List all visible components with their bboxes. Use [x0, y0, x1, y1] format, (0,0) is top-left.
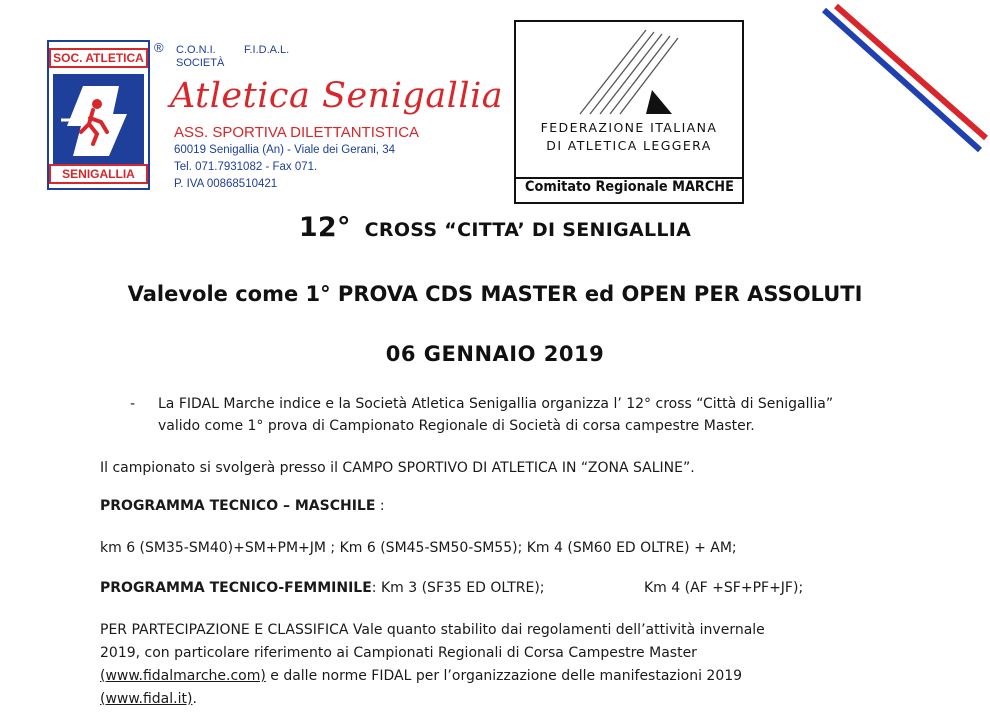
female-program-b: Km 4 (AF +SF+PF+JF);	[644, 580, 804, 596]
registered-mark: ®	[154, 40, 164, 55]
club-phone: Tel. 071.7931082 - Fax 071.	[174, 161, 318, 173]
coni-label	[176, 44, 224, 70]
club-vat: P. IVA 00868510421	[174, 178, 278, 190]
fidal-link[interactable]: (www.fidal.it)	[100, 691, 193, 707]
event-subtitle: Valevole come 1° PROVA CDS MASTER ed OPEN PER ASSOLUTI	[127, 282, 863, 306]
club-address: 60019 Senigallia (An) - Viale dei Gerani, 34	[174, 144, 395, 156]
fidal-committee: Comitato Regionale MARCHE	[525, 179, 734, 195]
rules-line-3	[100, 668, 742, 684]
event-date: 06 GENNAIO 2019	[385, 342, 605, 366]
club-logo	[47, 40, 150, 190]
fidal-emblem-icon	[576, 28, 686, 116]
fidalmarche-link[interactable]: (www.fidalmarche.com)	[100, 668, 266, 684]
male-program: km 6 (SM35-SM40)+SM+PM+JM ; Km 6 (SM45-SM50-SM55); Km 4 (SM60 ED OLTRE) + AM;	[100, 540, 737, 556]
fidal-logo-box	[514, 20, 744, 204]
event-title	[0, 212, 990, 243]
male-program-heading	[100, 498, 385, 514]
logo-bottom-label: SENIGALLIA	[49, 164, 148, 184]
female-heading: PROGRAMMA TECNICO-FEMMINILE	[100, 580, 372, 596]
logo-top-label: SOC. ATLETICA	[49, 48, 148, 68]
fidal-label: F.I.D.A.L.	[244, 44, 290, 56]
edition-number: 12°	[298, 212, 351, 243]
venue-text: Il campionato si svolgerà presso il CAMPO SPORTIVO DI ATLETICA IN “ZONA SALINE”.	[100, 460, 695, 476]
bullet-dash: -	[130, 396, 136, 412]
female-program-a: : Km 3 (SF35 ED OLTRE);	[371, 580, 545, 596]
intro-line-2: valido come 1° prova di Campionato Regionale di Società di corsa campestre Master.	[158, 418, 755, 434]
coni-text: C.O.N.I.	[176, 44, 216, 56]
event-name: CROSS “CITTA’ DI SENIGALLIA	[364, 219, 692, 241]
rules-line-2: 2019, con particolare riferimento ai Campionati Regionali di Corsa Campestre Master	[100, 645, 697, 661]
male-heading: PROGRAMMA TECNICO – MASCHILE	[100, 498, 376, 514]
runner-emblem	[53, 74, 144, 166]
fidal-title-line1: FEDERAZIONE ITALIANA	[540, 120, 718, 135]
female-program-row	[100, 580, 545, 596]
corner-flag-stripes	[810, 0, 990, 160]
club-type: ASS. SPORTIVA DILETTANTISTICA	[174, 124, 420, 141]
club-name: Atletica Senigallia	[170, 76, 504, 116]
runner-icon	[53, 74, 144, 166]
societa-text: SOCIETÀ	[176, 57, 225, 69]
rules-line-4-rest: .	[192, 691, 197, 707]
rules-line-3-rest: e dalle norme FIDAL per l’organizzazione delle manifestazioni 2019	[265, 668, 743, 684]
rules-line-4	[100, 691, 197, 707]
rules-line-1: PER PARTECIPAZIONE E CLASSIFICA Vale quanto stabilito dai regolamenti dell’attività invernale	[100, 622, 765, 638]
male-heading-suffix: :	[375, 498, 385, 514]
intro-line-1: La FIDAL Marche indice e la Società Atletica Senigallia organizza l’ 12° cross “Città di Senigallia”	[158, 396, 834, 412]
fidal-title-line2: DI ATLETICA LEGGERA	[546, 138, 712, 153]
